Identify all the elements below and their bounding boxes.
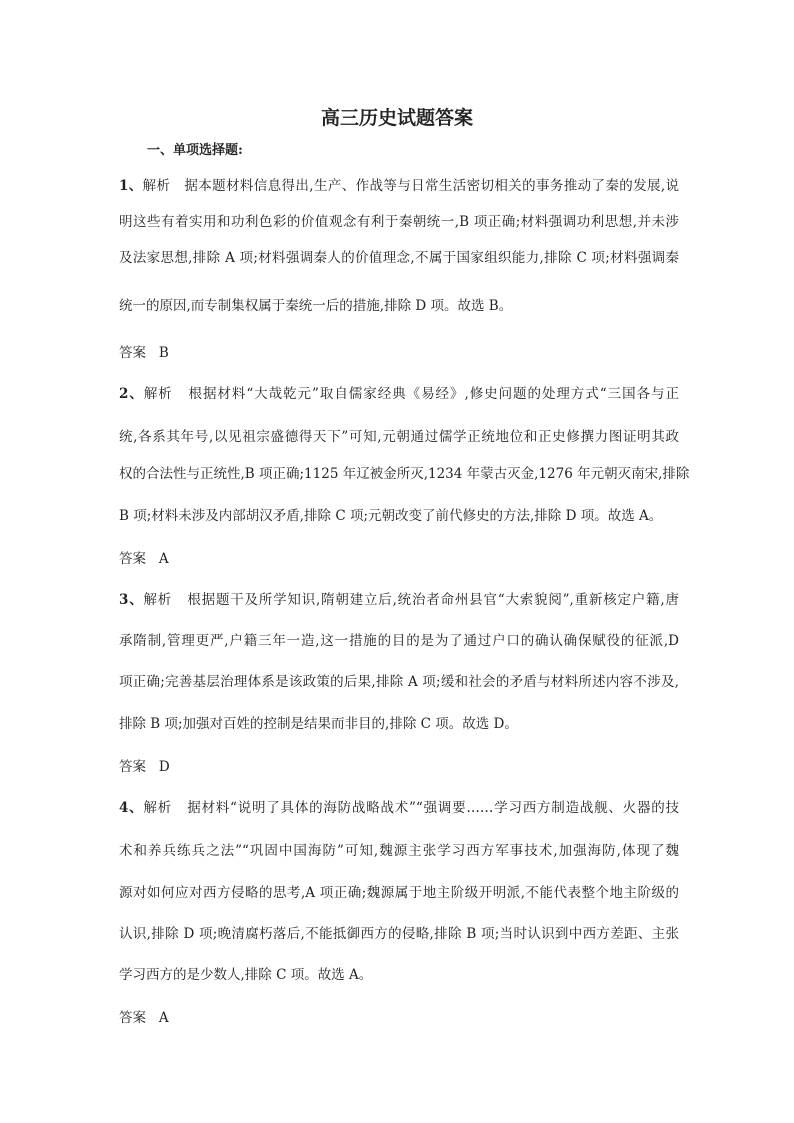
answer-label: 答案 <box>119 759 146 775</box>
analysis-label: 解析 <box>142 178 171 194</box>
answer-row <box>119 1007 679 1029</box>
answer-row <box>119 342 679 364</box>
analysis-text: 据材料“说明了具体的海防战略战术”“强调要……学习西方制造战舰、火器的技 <box>187 800 679 816</box>
analysis-text: B 项;材料未涉及内部胡汉矛盾,排除 C 项;元朝改变了前代修史的方法,排除 D 项。故选 A。 <box>119 508 663 524</box>
document-title: 高三历史试题答案 <box>320 107 473 129</box>
analysis-text: 排除 B 项;加强对百姓的控制是结果而非目的,排除 C 项。故选 D。 <box>119 716 518 732</box>
answer-label: 答案 <box>119 1010 146 1026</box>
analysis-text: 根据材料“大哉乾元”取自儒家经典《易经》,修史问题的处理方式“三国各与正 <box>188 386 679 402</box>
question-number: 1、 <box>119 178 143 194</box>
analysis-text: 统,各系其年号,以见祖宗盛德得天下”可知,元朝通过儒学正统地位和正史修撰力图证明其政 <box>119 429 679 445</box>
analysis-text: 统一的原因,而专制集权属于秦统一后的措施,排除 D 项。故选 B。 <box>119 298 513 314</box>
analysis-label: 解析 <box>143 800 173 816</box>
answer-row <box>119 756 679 778</box>
analysis-text: 明这些有着实用和功利色彩的价值观念有利于秦朝统一,B 项正确;材料强调功利思想,并未涉 <box>119 214 679 230</box>
analysis-text: 根据题干及所学知识,隋朝建立后,统治者命州县官“大索貌阅”,重新核定户籍,唐 <box>187 592 680 608</box>
question-number: 3、 <box>119 592 144 608</box>
analysis-text: 及法家思想,排除 A 项;材料强调秦人的价值理念,不属于国家组织能力,排除 C 项;材料强调秦 <box>119 250 679 266</box>
analysis-text: 项正确;完善基层治理体系是该政策的后果,排除 A 项;缓和社会的矛盾与材料所述内容不涉及, <box>119 674 679 690</box>
question-number: 4、 <box>119 800 144 816</box>
question-number: 2、 <box>119 386 144 402</box>
answer-value: D <box>158 759 170 775</box>
question-3-line-1 <box>119 589 679 611</box>
analysis-label: 解析 <box>143 592 173 608</box>
analysis-text: 承隋制,管理更严,户籍三年一造,这一措施的目的是为了通过户口的确认确保赋役的征派,D <box>119 633 679 649</box>
question-1-line-1 <box>119 175 679 197</box>
analysis-text: 据本题材料信息得出,生产、作战等与日常生活密切相关的事务推动了秦的发展,说 <box>184 178 679 194</box>
analysis-text: 源对如何应对西方侵略的思考,A 项正确;魏源属于地主阶级开明派,不能代表整个地主阶级的 <box>119 885 679 901</box>
analysis-text: 权的合法性与正统性,B 项正确;1125 年辽被金所灭,1234 年蒙古灭金,1276 年元朝灭南宋,排除 <box>119 466 690 482</box>
answer-label: 答案 <box>119 551 146 567</box>
answer-row <box>119 548 679 570</box>
question-2-line-1 <box>119 383 679 405</box>
analysis-text: 学习西方的是少数人,排除 C 项。故选 A。 <box>119 967 373 983</box>
section-heading: 一、单项选择题: <box>147 143 243 158</box>
answer-label: 答案 <box>119 345 146 361</box>
question-4-line-1 <box>119 797 679 819</box>
analysis-text: 认识,排除 D 项;晚清腐朽落后,不能抵御西方的侵略,排除 B 项;当时认识到中西方差距、主张 <box>119 926 679 942</box>
answer-value: B <box>158 345 169 361</box>
answer-value: A <box>158 1010 169 1026</box>
answer-value: A <box>158 551 169 567</box>
analysis-label: 解析 <box>143 386 173 402</box>
analysis-text: 术和养兵练兵之法”“巩固中国海防”可知,魏源主张学习西方军事技术,加强海防,体现了魏 <box>119 843 679 859</box>
